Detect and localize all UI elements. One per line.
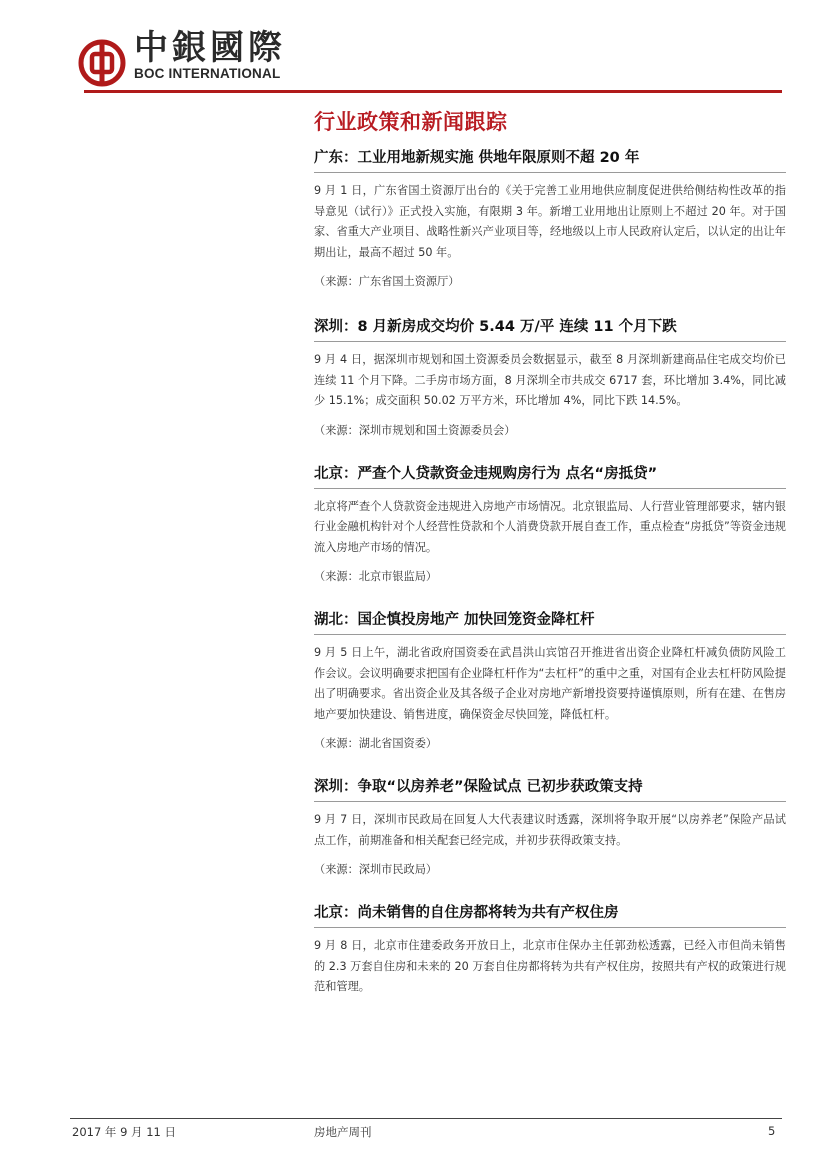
footer-date: 2017 年 9 月 11 日 bbox=[72, 1125, 176, 1139]
news-body: 9 月 8 日，北京市住建委政务开放日上，北京市住保办主任郭劲松透露，已经入市但尚未销售的 2.3 万套自住房和未来的 20 万套自住房都将转为共有产权住房，按照共有产权的政策进行规范和管理。 bbox=[314, 939, 786, 993]
page-header bbox=[0, 0, 827, 100]
boc-logo-icon bbox=[78, 39, 126, 87]
brand-name-en: BOC INTERNATIONAL bbox=[134, 66, 281, 81]
news-source: （来源：北京市银监局） bbox=[314, 570, 438, 583]
brand-name-cn: 中銀國際 bbox=[134, 28, 286, 68]
news-body: 北京将严查个人贷款资金违规进入房地产市场情况。北京银监局、人行营业管理部要求，辖内银行业金融机构针对个人经营性贷款和个人消费贷款开展自查工作，重点检查“房抵贷”等资金违规流入房地产市场的情况。 bbox=[314, 499, 786, 554]
news-heading: 北京：严查个人贷款资金违规购房行为 点名“房抵贷” bbox=[314, 464, 786, 489]
news-source: （来源：深圳市规划和国土资源委员会） bbox=[314, 423, 516, 437]
news-item bbox=[314, 317, 786, 440]
news-heading: 深圳：争取“以房养老”保险试点 已初步获政策支持 bbox=[314, 777, 786, 802]
header-rule bbox=[84, 90, 782, 93]
news-heading: 广东：工业用地新规实施 供地年限原则不超 20 年 bbox=[314, 148, 786, 173]
news-item bbox=[314, 464, 786, 587]
news-body: 9 月 4 日，据深圳市规划和国土资源委员会数据显示，截至 8 月深圳新建商品住宅成交均价已连续 11 个月下降。二手房市场方面，8 月深圳全市共成交 6717 套，环比增加 3.4%，同比减少 15.1%；成交面积 50.02 万平方米，环比增加 4%，同比下跌 14.5%。 bbox=[314, 353, 786, 407]
page-number: 5 bbox=[768, 1124, 776, 1138]
news-heading: 北京：尚未销售的自住房都将转为共有产权住房 bbox=[314, 903, 786, 928]
news-item bbox=[314, 777, 786, 879]
news-source: （来源：深圳市民政局） bbox=[314, 863, 438, 876]
footer-publication: 房地产周刊 bbox=[314, 1125, 372, 1139]
news-source: （来源：湖北省国资委） bbox=[314, 737, 438, 750]
news-body: 9 月 5 日上午，湖北省政府国资委在武昌洪山宾馆召开推进省出资企业降杠杆减负债防风险工作会议。会议明确要求把国有企业降杠杆作为“去杠杆”的重中之重，对国有企业去杠杆防风险提出了明确要求。省出资企业及其各级子企业对房地产新增投资要持谨慎原则，所有在建、在售房地产要加快建设、销售进度，确保资金尽快回笼，降低杠杆。 bbox=[314, 646, 786, 721]
news-source: （来源：广东省国土资源厅） bbox=[314, 275, 460, 288]
news-item bbox=[314, 903, 786, 998]
news-body: 9 月 7 日，深圳市民政局在回复人大代表建议时透露，深圳将争取开展“以房养老”保险产品试点工作，前期准备和相关配套已经完成，并初步获得政策支持。 bbox=[314, 813, 786, 847]
footer-rule bbox=[70, 1118, 782, 1119]
news-body: 9 月 1 日，广东省国土资源厅出台的《关于完善工业用地供应制度促进供给侧结构性改革的指导意见（试行）》正式投入实施，有限期 3 年。新增工业用地出让原则上不超过 20 年。对于国家、省重大产业项目、战略性新兴产业项目等，经地级以上市人民政府认定后，以认定的出让年期出让，最高不超过 50 年。 bbox=[314, 184, 786, 259]
news-item bbox=[314, 610, 786, 753]
news-heading: 湖北：国企慎投房地产 加快回笼资金降杠杆 bbox=[314, 610, 786, 635]
section-title: 行业政策和新闻跟踪 bbox=[314, 110, 508, 134]
main-content bbox=[314, 108, 786, 998]
news-item bbox=[314, 148, 786, 291]
news-heading: 深圳：8 月新房成交均价 5.44 万/平 连续 11 个月下跌 bbox=[314, 317, 786, 342]
